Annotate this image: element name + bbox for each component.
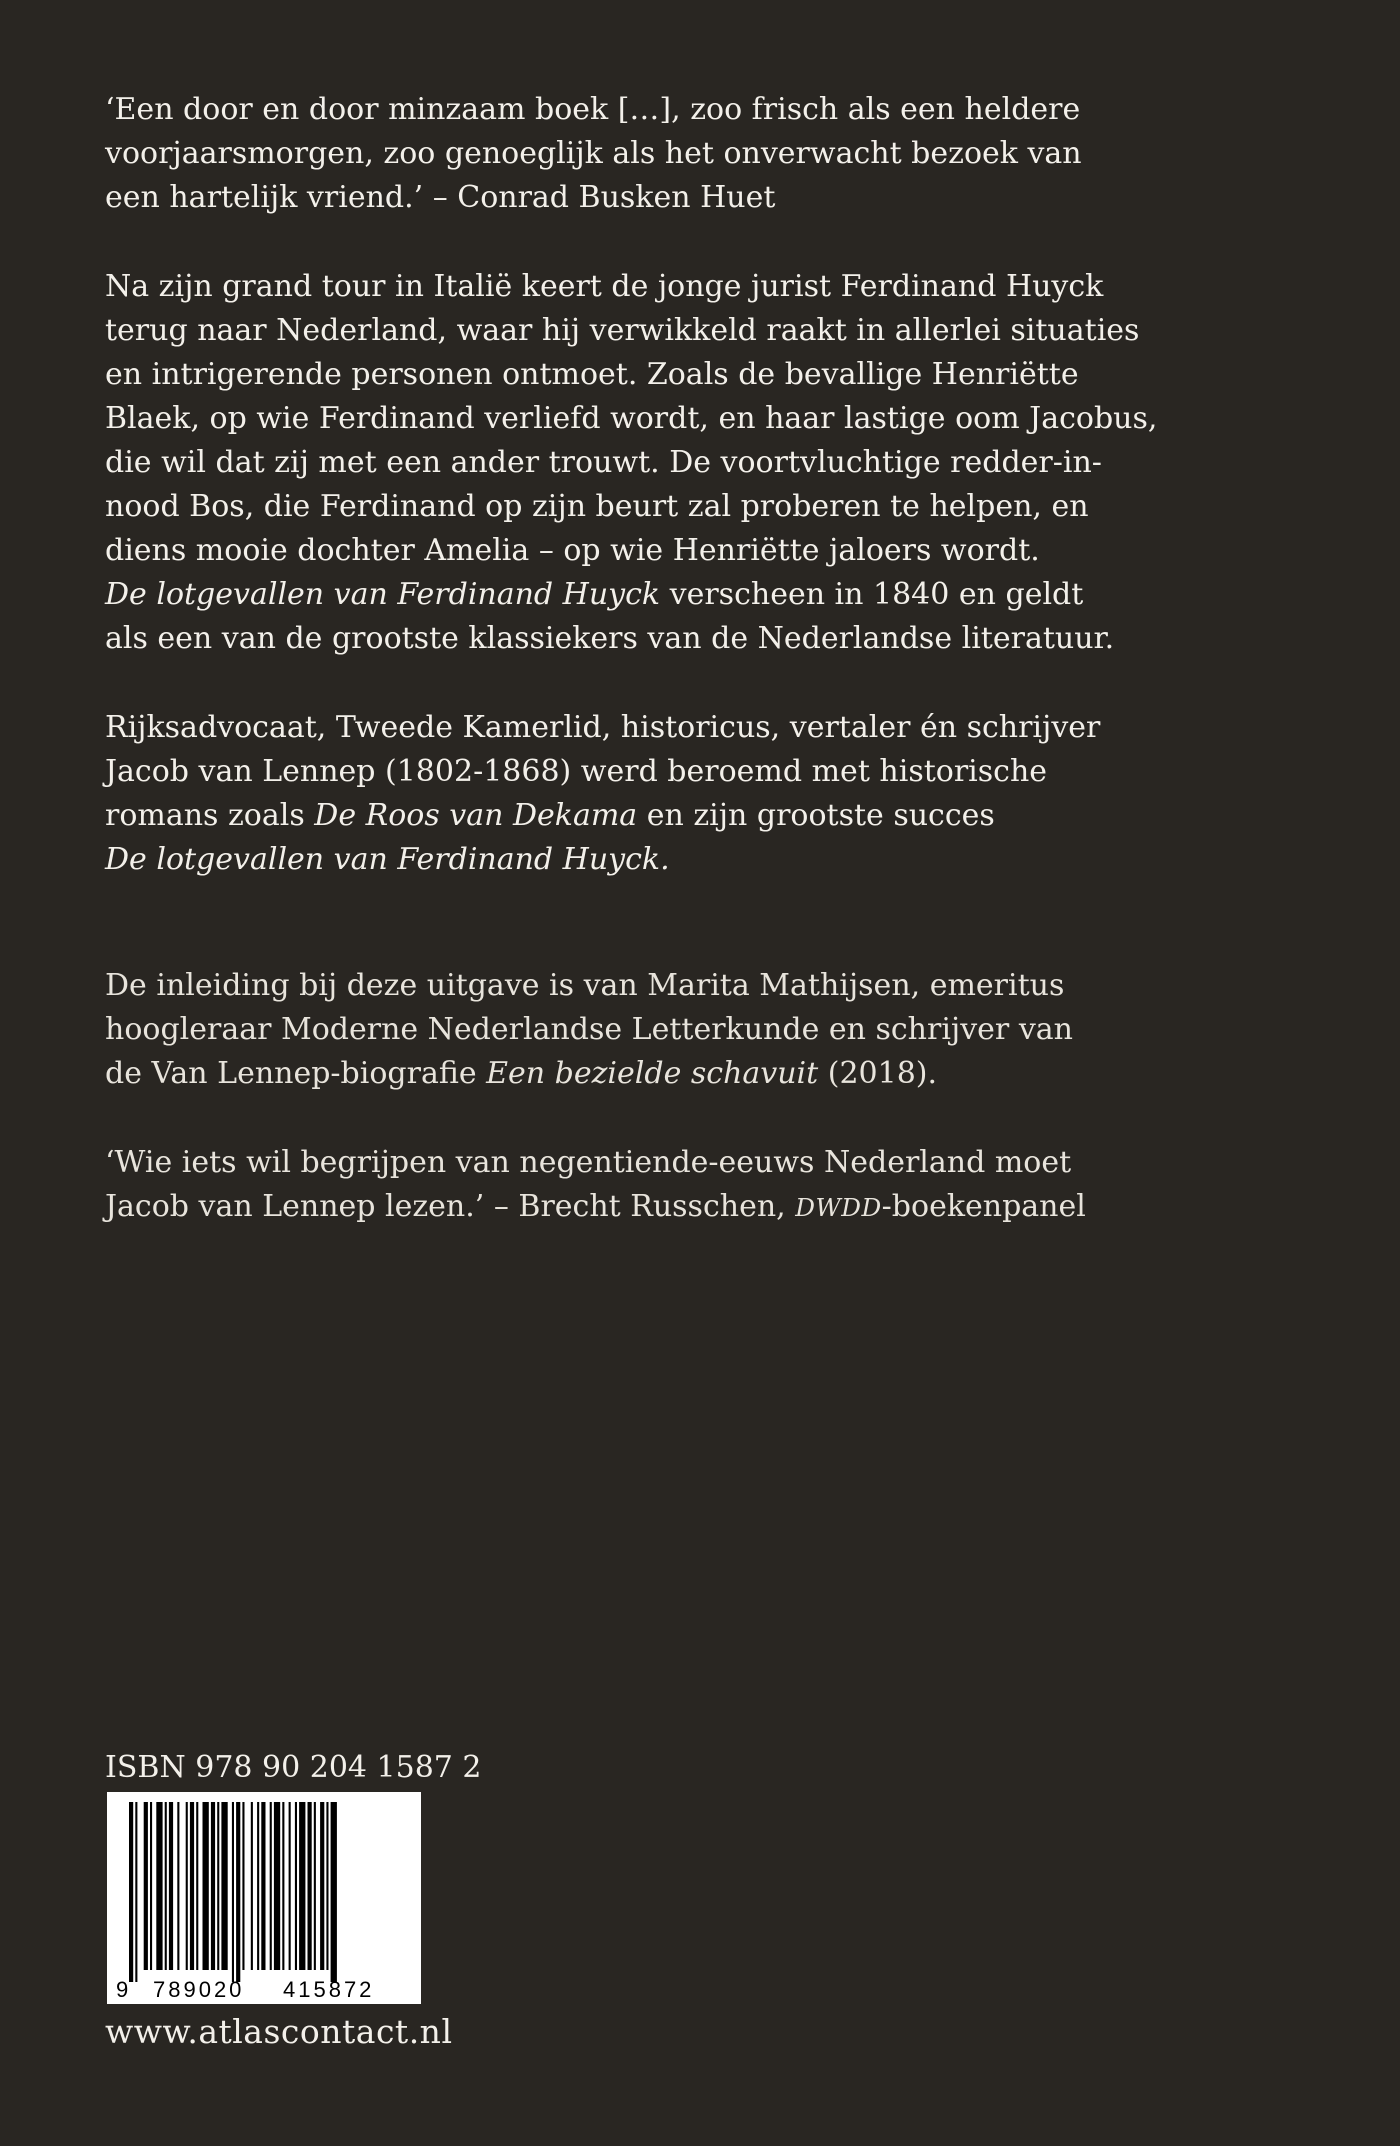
synopsis-line: en intrigerende personen ontmoet. Zoals de bevallige Henriëtte [105, 357, 1079, 392]
barcode-bar [144, 1802, 148, 1970]
barcode-bar [308, 1802, 312, 1970]
barcode-bar [295, 1802, 297, 1970]
synopsis-line: Na zijn grand tour in Italië keert de jonge jurist Ferdinand Huyck [105, 269, 1104, 304]
barcode-bar [331, 1802, 337, 1982]
synopsis-line: die wil dat zij met een ander trouwt. De voortvluchtige redder-in- [105, 445, 1102, 480]
quote-text: Jacob van Lennep lezen.’ – Brecht Russchen, [105, 1189, 796, 1224]
intro-text: (2018). [818, 1056, 938, 1091]
barcode [107, 1792, 421, 2004]
barcode-bar [257, 1802, 259, 1970]
barcode-bar [221, 1802, 227, 1970]
barcode-bar [320, 1802, 324, 1970]
back-cover-text [105, 88, 1158, 1230]
barcode-bar [236, 1802, 240, 1982]
barcode-bar [326, 1802, 328, 1970]
book-title-italic: De lotgevallen van Ferdinand Huyck [105, 577, 661, 612]
quote-line [105, 1185, 1105, 1230]
barcode-digit-first: 9 [116, 1977, 129, 2002]
barcode-bar [169, 1802, 173, 1970]
barcode-bar [190, 1802, 194, 1970]
synopsis-line [105, 573, 1105, 617]
quote-line: ‘Een door en door minzaam boek […], zoo frisch als een heldere [105, 92, 1081, 127]
synopsis-line: terug naar Nederland, waar hij verwikkeld raakt in allerlei situaties [105, 313, 1140, 348]
barcode-bar [203, 1802, 209, 1970]
barcode-bar [196, 1802, 198, 1970]
barcode-bar [274, 1802, 280, 1970]
barcode-bar [232, 1802, 234, 1982]
barcode-bar [165, 1802, 167, 1970]
book-title-italic: De lotgevallen van Ferdinand Huyck. [105, 842, 670, 877]
barcode-bar [299, 1802, 305, 1970]
bio-text: romans zoals [105, 798, 315, 833]
barcode-bar [251, 1802, 253, 1970]
barcode-graphic [107, 1792, 421, 2004]
book-title-italic: Een bezielde schavuit [486, 1056, 819, 1091]
book-title-italic: De Roos van Dekama [314, 798, 638, 833]
quote-line: voorjaarsmorgen, zoo genoeglijk als het onverwacht bezoek van [105, 136, 1082, 171]
barcode-bar [129, 1802, 133, 1982]
author-bio-paragraph [105, 706, 1105, 882]
barcode-bar [242, 1802, 244, 1970]
synopsis-line: als een van de grootste klassiekers van de Nederlandse literatuur. [105, 621, 1115, 656]
synopsis-paragraph [105, 265, 1158, 661]
barcode-bar [217, 1802, 219, 1970]
synopsis-line: diens mooie dochter Amelia – op wie Henriëtte jaloers wordt. [105, 533, 1040, 568]
barcode-bar [150, 1802, 152, 1970]
bio-line: Jacob van Lennep (1802-1868) werd beroemd met historische [105, 754, 1048, 789]
synopsis-line: nood Bos, die Ferdinand op zijn beurt zal proberen te helpen, en [105, 489, 1089, 524]
bio-line [105, 838, 1105, 882]
quote-line: ‘Wie iets wil begrijpen van negentiende-eeuws Nederland moet [105, 1145, 1072, 1180]
barcode-bar [314, 1802, 316, 1970]
barcode-bar [289, 1802, 291, 1970]
quote-busken-huet [105, 88, 1105, 220]
quote-line: een hartelijk vriend.’ – Conrad Busken Huet [105, 180, 776, 215]
intro-line [105, 1052, 1105, 1096]
intro-line: hoogleraar Moderne Nederlandse Letterkunde en schrijver van [105, 1012, 1073, 1047]
isbn-number: ISBN 978 90 204 1587 2 [105, 1750, 482, 1785]
quote-text: -boekenpanel [881, 1189, 1086, 1224]
quote-russchen [105, 1141, 1105, 1230]
introduction-paragraph [105, 964, 1105, 1096]
publisher-website[interactable]: www.atlascontact.nl [105, 2012, 453, 2051]
barcode-bar [156, 1802, 162, 1970]
barcode-bar [211, 1802, 215, 1970]
barcode-digits-left: 789020 [153, 1977, 245, 2002]
synopsis-line: Blaek, op wie Ferdinand verliefd wordt, en haar lastige oom Jacobus, [105, 401, 1158, 436]
barcode-digits-right: 415872 [283, 1977, 375, 2002]
barcode-bar [186, 1802, 188, 1970]
bio-text: en zijn grootste succes [637, 798, 995, 833]
barcode-bar [270, 1802, 272, 1970]
synopsis-text: verscheen in 1840 en geldt [660, 577, 1084, 612]
barcode-bar [135, 1802, 137, 1982]
barcode-bar [177, 1802, 179, 1970]
dwdd-small-caps: DWDD [795, 1193, 882, 1222]
bio-line: Rijksadvocaat, Tweede Kamerlid, historicus, vertaler én schrijver [105, 710, 1101, 745]
bio-line [105, 794, 1105, 838]
barcode-bar [282, 1802, 284, 1970]
barcode-bar [261, 1802, 265, 1970]
barcode-bars [129, 1802, 337, 1982]
intro-line: De inleiding bij deze uitgave is van Marita Mathijsen, emeritus [105, 968, 1065, 1003]
intro-text: de Van Lennep-biografie [105, 1056, 487, 1091]
